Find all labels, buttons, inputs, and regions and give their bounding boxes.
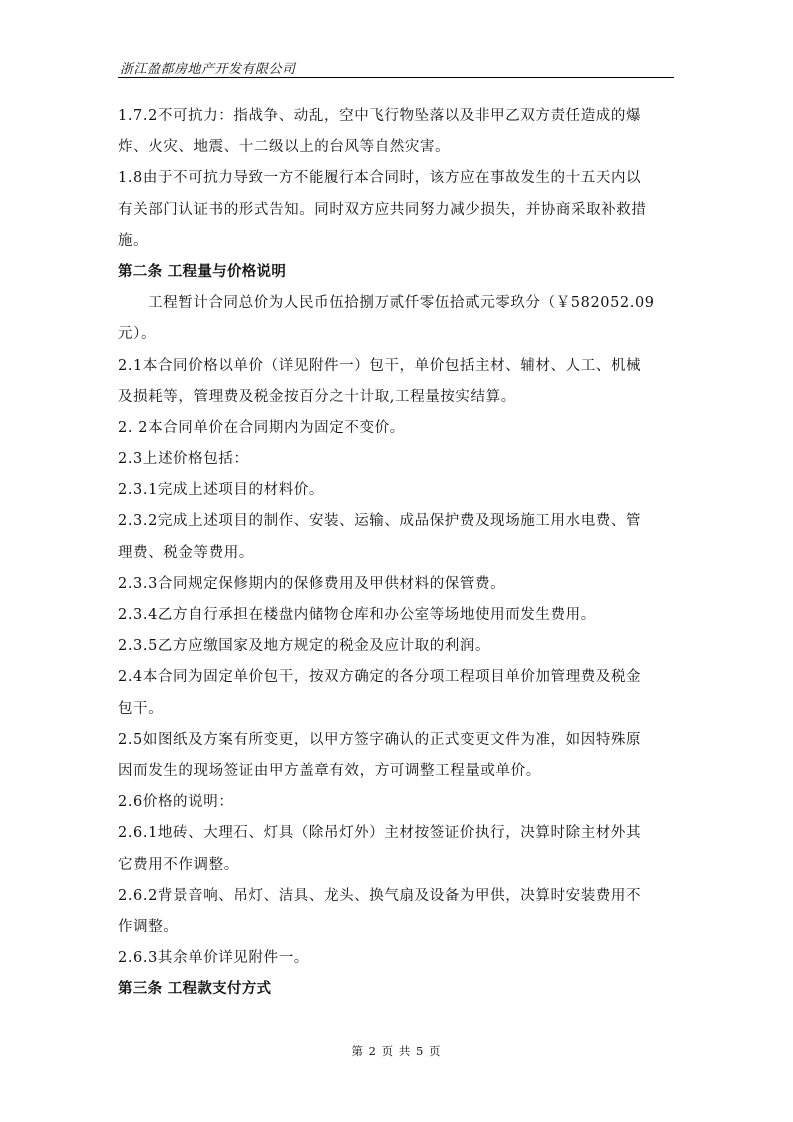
text-line: 2. 2本合同单价在合同期内为固定不变价。 <box>118 419 405 436</box>
text-line: 元）。 <box>118 326 157 343</box>
text-line: 2.3.2完成上述项目的制作、安装、运输、成品保护费及现场施工用水电费、管 <box>118 513 642 530</box>
text-line: 2.3.1完成上述项目的材料价。 <box>118 482 324 499</box>
text-line: 1.7.2不可抗力：指战争、动乱，空中飞行物坠落以及非甲乙双方责任造成的爆 <box>118 108 642 124</box>
text-line: 2.4本合同为固定单价包干，按双方确定的各分项工程项目单价加管理费及税金 <box>118 669 642 686</box>
text-line: 2.6.2背景音响、吊灯、洁具、龙头、换气扇及设备为甲供，决算时安装费用不 <box>118 887 642 904</box>
document-body <box>118 103 678 1007</box>
text-line: 作调整。 <box>118 918 179 935</box>
section-heading: 第三条 工程款支付方式 <box>118 980 272 998</box>
text-line: 2.1本合同价格以单价（详见附件一）包干，单价包括主材、辅材、人工、机械 <box>118 357 642 374</box>
text-line: 1.8由于不可抗力导致一方不能履行本合同时，该方应在事故发生的十五天内以 <box>118 170 642 187</box>
company-name: 浙江盈都房地产开发有限公司 <box>120 62 296 77</box>
text-line: 2.3.4乙方自行承担在楼盘内储物仓库和办公室等场地使用而发生费用。 <box>118 607 596 623</box>
text-line: 有关部门认证书的形式告知。同时双方应共同努力减少损失，并协商采取补救措 <box>118 201 647 218</box>
text-line: 炸、火灾、地震、十二级以上的台风等自然灾害。 <box>118 139 451 156</box>
section-heading: 第二条 工程量与价格说明 <box>118 262 287 280</box>
text-line: 它费用不作调整。 <box>118 856 239 873</box>
text-line: 2.5如图纸及方案有所变更，以甲方签字确认的正式变更文件为准，如因特殊原 <box>118 731 642 748</box>
text-line: 2.3.3合同规定保修期内的保修费用及甲供材料的保管费。 <box>118 575 506 592</box>
text-line: 2.6.3其余单价详见附件一。 <box>118 950 309 967</box>
page-number: 第 2 页 共 5 页 <box>351 1044 442 1058</box>
text-line: 2.6价格的说明： <box>118 794 234 811</box>
text-line: 及损耗等，管理费及税金按百分之十计取,工程量按实结算。 <box>118 388 516 405</box>
page-header <box>118 57 674 78</box>
text-line: 施。 <box>118 232 149 249</box>
text-line: 理费、税金等费用。 <box>118 544 254 561</box>
text-line: 包干。 <box>118 700 164 717</box>
text-line: 工程暂计合同总价为人民币伍拾捌万贰仟零伍拾贰元零玖分（￥582052.09 <box>148 295 655 312</box>
text-line: 2.3上述价格包括： <box>118 451 249 468</box>
text-line: 2.6.1地砖、大理石、灯具（除吊灯外）主材按签证价执行，决算时除主材外其 <box>118 825 642 842</box>
text-line: 因而发生的现场签证由甲方盖章有效，方可调整工程量或单价。 <box>118 762 541 779</box>
text-line: 2.3.5乙方应缴国家及地方规定的税金及应计取的利润。 <box>118 638 491 655</box>
